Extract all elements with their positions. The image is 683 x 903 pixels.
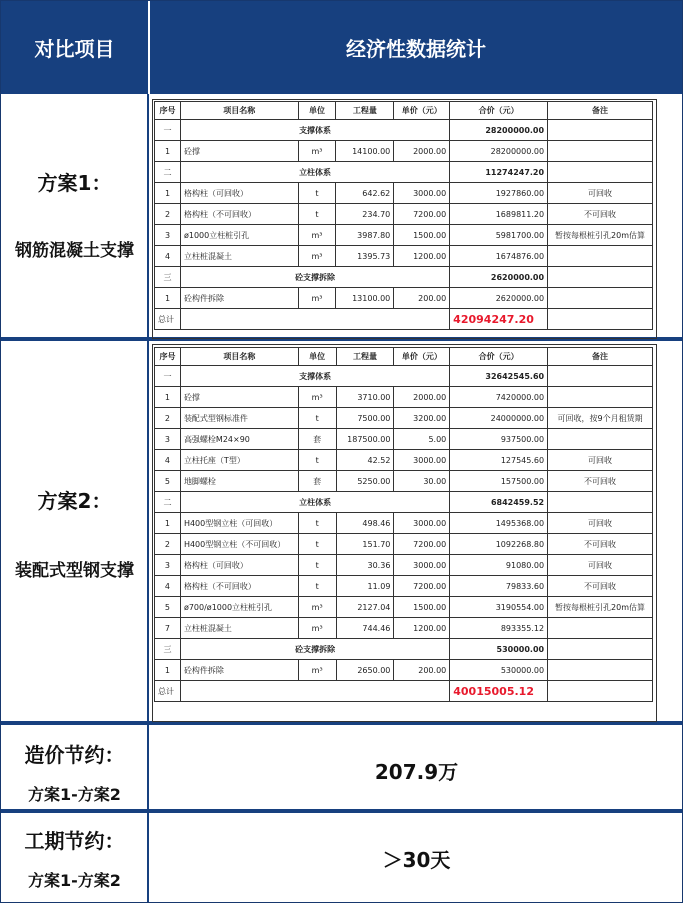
cell-note bbox=[548, 141, 653, 162]
cell-total: 2620000.00 bbox=[450, 288, 548, 309]
table-row bbox=[155, 288, 653, 309]
row-divider bbox=[1, 809, 682, 813]
cell-total: 79833.60 bbox=[450, 576, 548, 597]
cell-note: 不可回收 bbox=[548, 534, 653, 555]
plan2-table-body bbox=[155, 366, 653, 702]
cell-no: 2 bbox=[155, 204, 181, 225]
cell-no: 一 bbox=[155, 120, 181, 141]
cell-note bbox=[548, 681, 653, 702]
cell-price: 2000.00 bbox=[394, 387, 450, 408]
cell-unit: t bbox=[298, 183, 336, 204]
cell-no: 3 bbox=[155, 225, 181, 246]
cell-grand-total: 42094247.20 bbox=[450, 309, 548, 330]
cell-section-name: 支撑体系 bbox=[180, 120, 449, 141]
cell-total: 6842459.52 bbox=[450, 492, 548, 513]
cell-unit: m³ bbox=[298, 141, 336, 162]
cell-note bbox=[548, 267, 653, 288]
cell-price: 200.00 bbox=[394, 660, 450, 681]
cell-name: ø700/ø1000立柱桩引孔 bbox=[180, 597, 298, 618]
col-name: 项目名称 bbox=[180, 348, 298, 366]
cell-unit: m³ bbox=[298, 597, 336, 618]
cell-qty: 13100.00 bbox=[336, 288, 394, 309]
cell-price: 3000.00 bbox=[394, 450, 450, 471]
col-unit: 单位 bbox=[298, 102, 336, 120]
col-no: 序号 bbox=[155, 348, 181, 366]
cell-unit: t bbox=[298, 204, 336, 225]
table-row bbox=[155, 639, 653, 660]
cell-total: 1495368.00 bbox=[450, 513, 548, 534]
cell-no: 5 bbox=[155, 597, 181, 618]
cell-qty: 5250.00 bbox=[336, 471, 394, 492]
cell-qty: 2650.00 bbox=[336, 660, 394, 681]
cell-price: 1500.00 bbox=[394, 597, 450, 618]
table-row bbox=[155, 492, 653, 513]
cell-qty: 151.70 bbox=[336, 534, 394, 555]
cell-name: 砼构件拆除 bbox=[180, 660, 298, 681]
cell-price: 1500.00 bbox=[394, 225, 450, 246]
cell-total: 157500.00 bbox=[450, 471, 548, 492]
table-header-row bbox=[155, 348, 653, 366]
cell-no: 2 bbox=[155, 534, 181, 555]
cell-price: 1200.00 bbox=[394, 618, 450, 639]
cell-total: 937500.00 bbox=[450, 429, 548, 450]
cell-price: 5.00 bbox=[394, 429, 450, 450]
plan1-title: 方案1： bbox=[37, 171, 112, 195]
cell-total: 1689811.20 bbox=[450, 204, 548, 225]
cell-qty: 187500.00 bbox=[336, 429, 394, 450]
cell-no: 4 bbox=[155, 576, 181, 597]
cell-grand-total: 40015005.12 bbox=[450, 681, 548, 702]
cell-total: 11274247.20 bbox=[450, 162, 548, 183]
cell-name: H400型钢立柱（不可回收） bbox=[180, 534, 298, 555]
cell-name: 砼撑 bbox=[180, 387, 298, 408]
table-row bbox=[155, 555, 653, 576]
plan2-label bbox=[1, 485, 148, 581]
cell-total: 1674876.00 bbox=[450, 246, 548, 267]
cell-total: 1092268.80 bbox=[450, 534, 548, 555]
table-row bbox=[155, 450, 653, 471]
cell-note bbox=[548, 492, 653, 513]
table-row bbox=[155, 576, 653, 597]
table-row bbox=[155, 267, 653, 288]
col-total: 合价（元） bbox=[450, 348, 548, 366]
cell-note bbox=[548, 660, 653, 681]
cell-note bbox=[548, 162, 653, 183]
cell-total: 28200000.00 bbox=[450, 120, 548, 141]
cell-note bbox=[548, 387, 653, 408]
header-compare-item: 对比项目 bbox=[1, 1, 148, 94]
cell-no: 一 bbox=[155, 366, 181, 387]
cell-total: 5981700.00 bbox=[450, 225, 548, 246]
col-note: 备注 bbox=[548, 348, 653, 366]
cell-no: 1 bbox=[155, 288, 181, 309]
cell-empty bbox=[180, 309, 449, 330]
cell-name: 立柱桩混凝土 bbox=[180, 246, 298, 267]
cell-section-name: 砼支撑拆除 bbox=[180, 639, 449, 660]
cell-note bbox=[548, 246, 653, 267]
cell-empty bbox=[180, 681, 449, 702]
cell-unit: t bbox=[298, 576, 336, 597]
cell-no: 1 bbox=[155, 513, 181, 534]
cost-saving-subtitle: 方案1-方案2 bbox=[28, 785, 121, 804]
cell-unit: 套 bbox=[298, 471, 336, 492]
cell-price: 7200.00 bbox=[394, 204, 450, 225]
cell-qty: 42.52 bbox=[336, 450, 394, 471]
cell-unit: t bbox=[298, 555, 336, 576]
cost-saving-label bbox=[1, 739, 148, 805]
cell-qty: 30.36 bbox=[336, 555, 394, 576]
cell-no: 1 bbox=[155, 183, 181, 204]
cell-price: 2000.00 bbox=[394, 141, 450, 162]
cell-qty: 2127.04 bbox=[336, 597, 394, 618]
cost-saving-title: 造价节约： bbox=[24, 743, 125, 767]
cell-total: 127545.60 bbox=[450, 450, 548, 471]
cell-total: 530000.00 bbox=[450, 639, 548, 660]
col-total: 合价（元） bbox=[450, 102, 548, 120]
cell-no: 5 bbox=[155, 471, 181, 492]
time-saving-value: ＞30天 bbox=[382, 848, 451, 872]
header-economic-stats: 经济性数据统计 bbox=[150, 1, 682, 94]
cell-note bbox=[548, 309, 653, 330]
cell-unit: m³ bbox=[298, 387, 336, 408]
table-row bbox=[155, 471, 653, 492]
cell-section-name: 立柱体系 bbox=[180, 162, 449, 183]
cell-name: 格构柱（可回收） bbox=[180, 555, 298, 576]
cell-note: 不可回收 bbox=[548, 204, 653, 225]
plan2-cost-table bbox=[154, 347, 653, 702]
cell-no: 三 bbox=[155, 639, 181, 660]
time-saving-subtitle: 方案1-方案2 bbox=[28, 871, 121, 890]
cell-name: 格构柱（不可回收） bbox=[180, 576, 298, 597]
plan1-cost-table bbox=[154, 101, 653, 330]
cell-total: 91080.00 bbox=[450, 555, 548, 576]
cell-note: 可回收 bbox=[548, 555, 653, 576]
cell-price: 3000.00 bbox=[394, 513, 450, 534]
plan1-subtitle: 钢筋混凝土支撑 bbox=[15, 241, 134, 261]
cell-price: 7200.00 bbox=[394, 576, 450, 597]
table-row bbox=[155, 408, 653, 429]
cell-note: 不可回收 bbox=[548, 576, 653, 597]
table-row bbox=[155, 534, 653, 555]
cell-unit: t bbox=[298, 450, 336, 471]
cell-no: 二 bbox=[155, 492, 181, 513]
cell-grand-label: 总计 bbox=[155, 681, 181, 702]
cell-note bbox=[548, 366, 653, 387]
cell-no: 2 bbox=[155, 408, 181, 429]
cell-note bbox=[548, 618, 653, 639]
time-saving-title: 工期节约： bbox=[24, 829, 125, 853]
table-row bbox=[155, 597, 653, 618]
cell-price: 3000.00 bbox=[394, 183, 450, 204]
cell-qty: 498.46 bbox=[336, 513, 394, 534]
cell-total: 32642545.60 bbox=[450, 366, 548, 387]
table-row bbox=[155, 246, 653, 267]
col-name: 项目名称 bbox=[180, 102, 298, 120]
cell-total: 893355.12 bbox=[450, 618, 548, 639]
cell-name: 装配式型钢标准件 bbox=[180, 408, 298, 429]
table-row bbox=[155, 183, 653, 204]
cell-total: 1927860.00 bbox=[450, 183, 548, 204]
cell-name: 格构柱（可回收） bbox=[180, 183, 298, 204]
table-header-row bbox=[155, 102, 653, 120]
col-unit: 单位 bbox=[298, 348, 336, 366]
cell-name: H400型钢立柱（可回收） bbox=[180, 513, 298, 534]
table-row bbox=[155, 387, 653, 408]
cost-saving-value: 207.9万 bbox=[374, 760, 459, 784]
table-row bbox=[155, 660, 653, 681]
col-no: 序号 bbox=[155, 102, 181, 120]
cell-name: 砼构件拆除 bbox=[180, 288, 298, 309]
cell-qty: 11.09 bbox=[336, 576, 394, 597]
cell-note: 暂按每根桩引孔20m估算 bbox=[548, 597, 653, 618]
cell-price: 3000.00 bbox=[394, 555, 450, 576]
cell-qty: 7500.00 bbox=[336, 408, 394, 429]
cell-name: 格构柱（不可回收） bbox=[180, 204, 298, 225]
cell-note bbox=[548, 429, 653, 450]
cell-qty: 234.70 bbox=[336, 204, 394, 225]
cell-price: 3200.00 bbox=[394, 408, 450, 429]
cell-note: 不可回收 bbox=[548, 471, 653, 492]
cell-unit: m³ bbox=[298, 288, 336, 309]
plan2-title: 方案2： bbox=[37, 489, 112, 513]
cell-price: 7200.00 bbox=[394, 534, 450, 555]
cell-unit: m³ bbox=[298, 225, 336, 246]
cell-no: 4 bbox=[155, 246, 181, 267]
cell-qty: 1395.73 bbox=[336, 246, 394, 267]
cell-total: 2620000.00 bbox=[450, 267, 548, 288]
col-price: 单价（元） bbox=[394, 102, 450, 120]
cell-qty: 744.46 bbox=[336, 618, 394, 639]
table-row bbox=[155, 429, 653, 450]
plan1-table-body bbox=[155, 120, 653, 330]
cell-total: 24000000.00 bbox=[450, 408, 548, 429]
table-row bbox=[155, 120, 653, 141]
table-row bbox=[155, 204, 653, 225]
table-row bbox=[155, 513, 653, 534]
cell-note: 可回收 bbox=[548, 183, 653, 204]
table-row bbox=[155, 618, 653, 639]
table-row bbox=[155, 225, 653, 246]
cell-no: 4 bbox=[155, 450, 181, 471]
cell-no: 二 bbox=[155, 162, 181, 183]
cell-qty: 3710.00 bbox=[336, 387, 394, 408]
cell-price: 1200.00 bbox=[394, 246, 450, 267]
cell-no: 三 bbox=[155, 267, 181, 288]
table-row bbox=[155, 681, 653, 702]
cell-total: 28200000.00 bbox=[450, 141, 548, 162]
cell-no: 1 bbox=[155, 660, 181, 681]
cell-note bbox=[548, 288, 653, 309]
cell-section-name: 立柱体系 bbox=[180, 492, 449, 513]
table-row bbox=[155, 309, 653, 330]
cell-no: 1 bbox=[155, 387, 181, 408]
cell-total: 7420000.00 bbox=[450, 387, 548, 408]
table-row bbox=[155, 141, 653, 162]
cell-price: 30.00 bbox=[394, 471, 450, 492]
cell-grand-label: 总计 bbox=[155, 309, 181, 330]
cell-unit: t bbox=[298, 513, 336, 534]
cell-note: 暂按每根桩引孔20m估算 bbox=[548, 225, 653, 246]
col-qty: 工程量 bbox=[336, 102, 394, 120]
cell-note: 可回收 bbox=[548, 450, 653, 471]
cell-name: 高强螺栓M24×90 bbox=[180, 429, 298, 450]
plan2-subtitle: 装配式型钢支撑 bbox=[15, 561, 134, 581]
cell-name: ø1000立柱桩引孔 bbox=[180, 225, 298, 246]
time-saving-label bbox=[1, 825, 148, 891]
cell-unit: t bbox=[298, 534, 336, 555]
cell-name: 立柱桩混凝土 bbox=[180, 618, 298, 639]
plan1-label bbox=[1, 167, 148, 261]
cell-note: 可回收 bbox=[548, 513, 653, 534]
cell-qty: 642.62 bbox=[336, 183, 394, 204]
cell-no: 1 bbox=[155, 141, 181, 162]
cell-note bbox=[548, 120, 653, 141]
cell-total: 3190554.00 bbox=[450, 597, 548, 618]
cell-total: 530000.00 bbox=[450, 660, 548, 681]
col-note: 备注 bbox=[548, 102, 653, 120]
cell-no: 7 bbox=[155, 618, 181, 639]
col-qty: 工程量 bbox=[336, 348, 394, 366]
cell-note: 可回收，按9个月租赁期 bbox=[548, 408, 653, 429]
cell-section-name: 支撑体系 bbox=[180, 366, 449, 387]
cell-unit: t bbox=[298, 408, 336, 429]
cell-no: 3 bbox=[155, 555, 181, 576]
cell-unit: 套 bbox=[298, 429, 336, 450]
cell-no: 3 bbox=[155, 429, 181, 450]
cell-section-name: 砼支撑拆除 bbox=[180, 267, 449, 288]
cell-unit: m³ bbox=[298, 618, 336, 639]
cell-qty: 3987.80 bbox=[336, 225, 394, 246]
cell-unit: m³ bbox=[298, 660, 336, 681]
cell-price: 200.00 bbox=[394, 288, 450, 309]
cell-note bbox=[548, 639, 653, 660]
cell-name: 立柱托座（T型） bbox=[180, 450, 298, 471]
cell-name: 地脚螺栓 bbox=[180, 471, 298, 492]
col-price: 单价（元） bbox=[394, 348, 450, 366]
cell-name: 砼撑 bbox=[180, 141, 298, 162]
cell-unit: m³ bbox=[298, 246, 336, 267]
table-row bbox=[155, 162, 653, 183]
cell-qty: 14100.00 bbox=[336, 141, 394, 162]
table-row bbox=[155, 366, 653, 387]
